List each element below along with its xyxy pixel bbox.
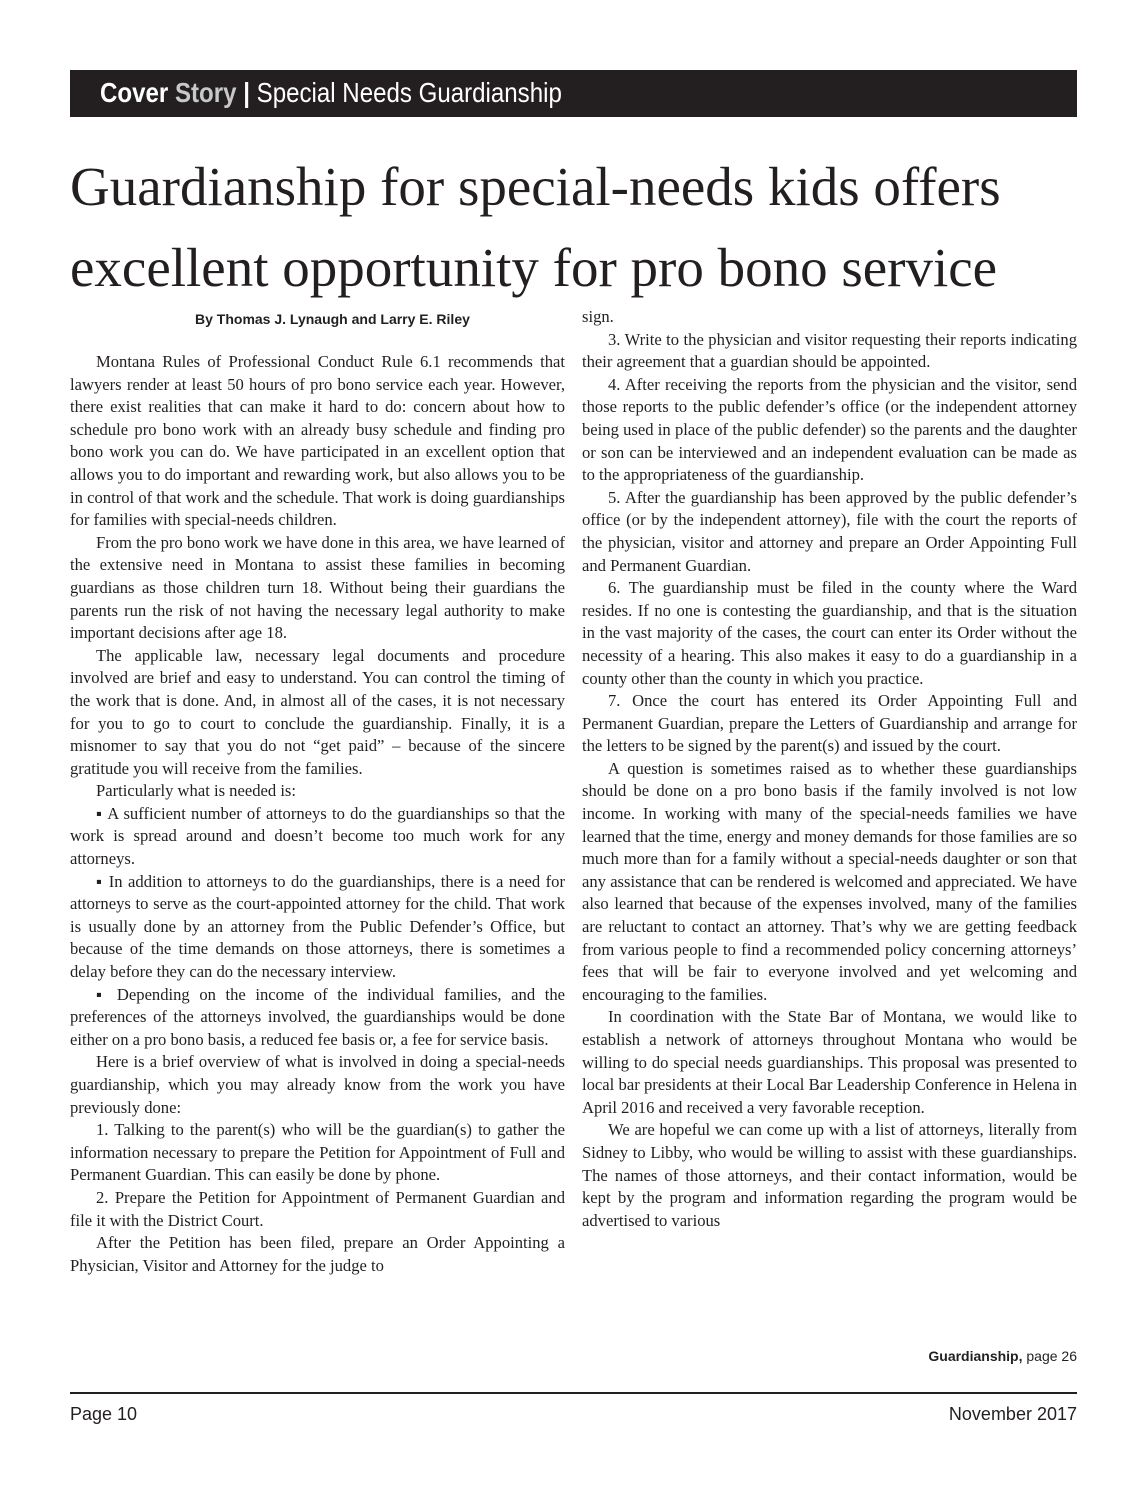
paragraph: 1. Talking to the parent(s) who will be the guardian(s) to gather the information necessary to prepare the Petition for Appointment of Full and Permanent Guardian. This can easily be done by phone. (70, 1120, 565, 1185)
issue-date: November 2017 (948, 1404, 1077, 1424)
section-banner (70, 70, 1077, 117)
left-column (70, 351, 565, 1277)
paragraph: From the pro bono work we have done in this area, we have learned of the extensive need in Montana to assist these families in becoming guardians as those children turn 18. Without being their guardians the parents run the risk of not having the necessary legal authority to make important decisions after age 18. (70, 532, 565, 643)
paragraph: A question is sometimes raised as to whether these guardianships should be done on a pro bono basis if the family involved is not low income. In working with many of the special-needs families we have learned that the time, energy and money demands for those families are so much more than for a family without a special-needs daughter or son that any assistance that can be rendered is welcomed and appreciated. We have also learned that because of the expenses involved, many of the families are reluctant to contact an attorney. That’s why we are getting feedback from various people to find a recommended policy concerning attorneys’ fees that will be fair to everyone involved and yet welcoming and encouraging to the families. (582, 758, 1077, 1004)
paragraph: ▪ A sufficient number of attorneys to do the guardianships so that the work is spread around and doesn’t become too much work for any attorneys. (70, 803, 565, 869)
paragraph: The applicable law, necessary legal documents and procedure involved are brief and easy to understand. You can control the timing of the work that is done. And, in almost all of the cases, it is not necessary for you to go to court to conclude the guardianship. Finally, it is a misnomer to say that you do not “get paid” – because of the sincere gratitude you will receive from the families. (70, 645, 565, 778)
paragraph: 7. Once the court has entered its Order Appointing Full and Permanent Guardian, prepare the Letters of Guardianship and arrange for the letters to be signed by the parent(s) and issued by the court. (582, 691, 1077, 756)
headline-line-1: Guardianship for special-needs kids offers (70, 156, 1001, 217)
headline-line-2: excellent opportunity for pro bono service (70, 237, 998, 298)
paragraph: In coordination with the State Bar of Montana, we would like to establish a network of attorneys throughout Montana who would be willing to do special needs guardianships. This proposal was presented to local bar presidents at their Local Bar Leadership Conference in Helena in April 2016 and received a very favorable reception. (582, 1007, 1077, 1117)
continued-on-line (928, 1348, 1077, 1364)
paragraph: We are hopeful we can come up with a list of attorneys, literally from Sidney to Libby, who would be willing to assist with these guardianships. The names of those attorneys, and their contact information, would be kept by the program and information regarding the program would be advertised to various (582, 1120, 1077, 1230)
paragraph: Particularly what is needed is: (96, 781, 296, 801)
jump-page: page 26 (1022, 1348, 1077, 1364)
paragraph: 4. After receiving the reports from the physician and the visitor, send those reports to the public defender’s office (or the independent attorney being used in place of the public defender) so the parents and the daughter or son can be interviewed and an independent evaluation can be made as to the appropriateness of the guardianship. (582, 374, 1077, 485)
banner-text (100, 76, 562, 110)
footer-rule (70, 1392, 1077, 1394)
paragraph: 5. After the guardianship has been approved by the public defender’s office (or by the independent attorney), file with the court the reports of the physician, visitor and attorney and prepare an Order Appointing Full and Permanent Guardian. (582, 487, 1077, 575)
paragraph: sign. (582, 307, 614, 326)
paragraph: ▪ In addition to attorneys to do the guardianships, there is a need for attorneys to serve as the court-appointed attorney for the child. That work is usually done by an attorney from the Public Defender’s Office, but because of the time demands on those attorneys, there is sometimes a delay before they can do the necessary interview. (70, 871, 565, 982)
banner-cover: Cover (100, 77, 169, 108)
banner-story: Story (174, 77, 237, 108)
banner-separator: | (236, 77, 257, 108)
headline (70, 146, 1080, 308)
jump-label: Guardianship, (928, 1348, 1023, 1364)
paragraph: Montana Rules of Professional Conduct Rule 6.1 recommends that lawyers render at least 50 hours of pro bono service each year. However, there exist realities that can make it hard to do: concern about how to schedule pro bono work with an already busy schedule and finding pro bono work you can do. We have participated in an excellent option that allows you to do important and rewarding work, but also allows you to be in control of that work and the schedule. That work is doing guardianships for families with special-needs children. (70, 352, 565, 530)
page-number: Page 10 (70, 1404, 138, 1424)
right-column (582, 306, 1077, 1232)
paragraph: After the Petition has been filed, prepare an Order Appointing a Physician, Visitor and Attorney for the judge to (70, 1233, 565, 1275)
paragraph: 6. The guardianship must be filed in the county where the Ward resides. If no one is contesting the guardianship, and that is the situation in the vast majority of the cases, the court can enter its Order without the necessity of a hearing. This also makes it easy to do a guardianship in a county other than the county in which you practice. (582, 578, 1077, 688)
banner-section: Special Needs Guardianship (256, 77, 562, 108)
paragraph: 2. Prepare the Petition for Appointment of Permanent Guardian and file it with the District Court. (70, 1187, 565, 1230)
paragraph: 3. Write to the physician and visitor requesting their reports indicating their agreement that a guardian should be appointed. (582, 329, 1077, 372)
byline: By Thomas J. Lynaugh and Larry E. Riley (195, 311, 470, 327)
paragraph: ▪ Depending on the income of the individual families, and the preferences of the attorneys involved, the guardianships would be done either on a pro bono basis, a reduced fee basis or, a fee for service basis. (70, 984, 565, 1049)
paragraph: Here is a brief overview of what is involved in doing a special-needs guardianship, which you may already know from the work you have previously done: (70, 1052, 565, 1117)
